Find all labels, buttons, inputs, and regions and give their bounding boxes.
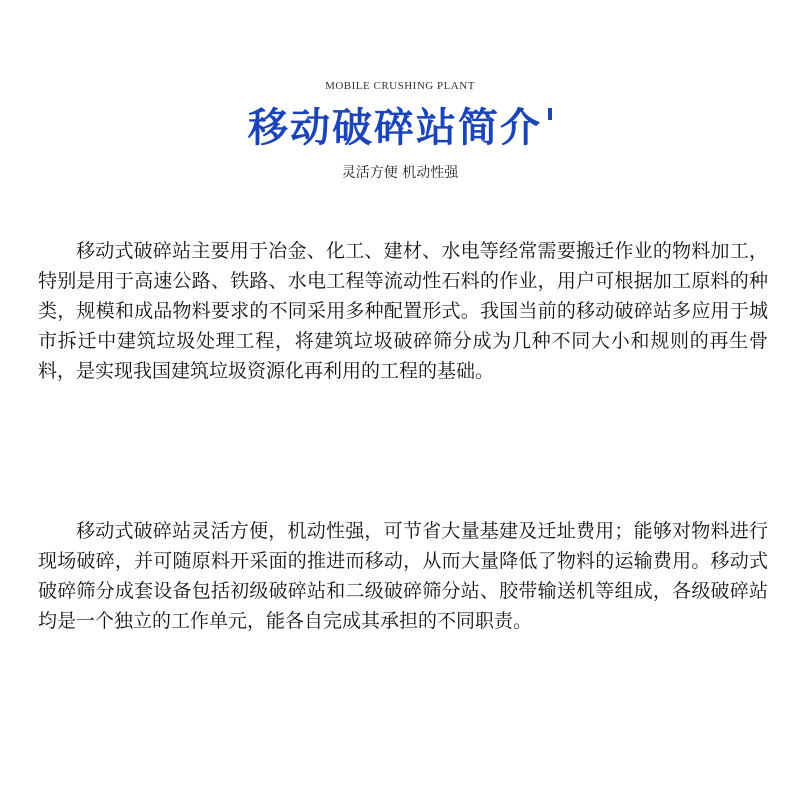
eyebrow-text: MOBILE CRUSHING PLANT: [325, 80, 475, 92]
paragraph-advantages: 移动式破碎站灵活方便，机动性强，可节省大量基建及迁址费用；能够对物料进行现场破碎，并可随原料开采面的推进而移动，从而大量降低了物料的运输费用。移动式破碎筛分成套设备包括初级破碎站和二级破碎筛分站、胶带输送机等组成，各级破碎站均是一个独立的工作单元，能各自完成其承担的不同职责。: [38, 520, 768, 632]
subtitle: 灵活方便 机动性强: [341, 165, 459, 181]
paragraph-intro: 移动式破碎站主要用于冶金、化工、建材、水电等经常需要搬迁作业的物料加工，特别是用于高速公路、铁路、水电工程等流动性石料的作业，用户可根据加工原料的种类，规模和成品物料要求的不同采用多种配置形式。我国当前的移动破碎站多应用于城市拆迁中建筑垃圾处理工程，将建筑垃圾破碎筛分成为几种不同大小和规则的再生骨料，是实现我国建筑垃圾资源化再利用的工程的基础。: [38, 240, 768, 382]
page-title: 移动破碎站简介: [248, 104, 542, 151]
title-block: [0, 100, 800, 156]
title-accent-mark: [548, 108, 552, 120]
